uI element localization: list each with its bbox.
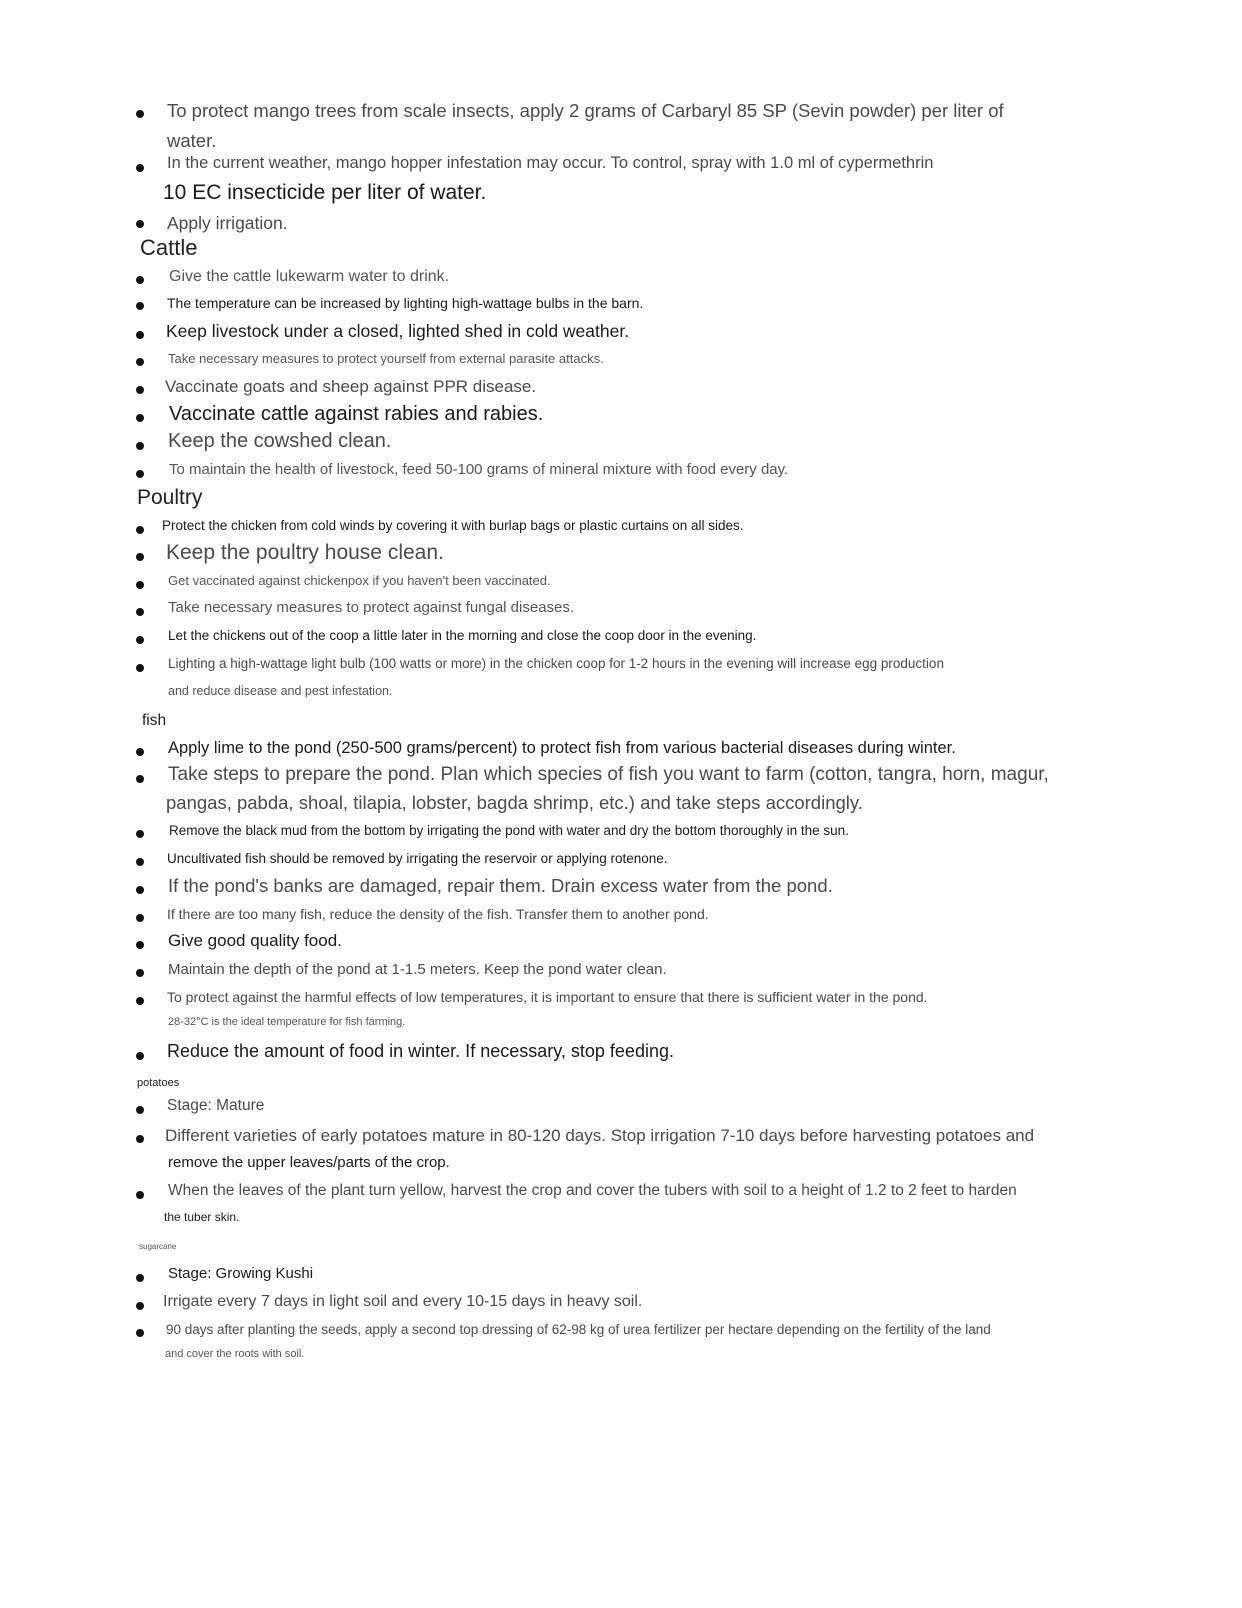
bullet-icon [136, 386, 144, 394]
list-item-line: Reduce the amount of food in winter. If necessary, stop feeding. [167, 1041, 674, 1061]
bullet-icon [136, 1191, 144, 1199]
bullet-icon [136, 164, 144, 172]
bullet-icon [136, 442, 144, 450]
bullet-icon [136, 969, 144, 977]
list-item-line: pangas, pabda, shoal, tilapia, lobster, bagda shrimp, etc.) and take steps accordingly. [166, 792, 863, 813]
list-item-line: Remove the black mud from the bottom by irrigating the pond with water and dry the bottom thoroughly in the sun. [169, 823, 849, 838]
list-item-line: and cover the roots with soil. [165, 1348, 305, 1360]
list-item-line: and reduce disease and pest infestation. [168, 684, 393, 698]
bullet-icon [136, 1106, 144, 1114]
list-item-line: If the pond's banks are damaged, repair them. Drain excess water from the pond. [168, 875, 833, 896]
bullet-icon [136, 858, 144, 866]
list-item-line: Keep the poultry house clean. [166, 541, 444, 564]
bullet-icon [136, 886, 144, 894]
section-heading: Poultry [137, 486, 203, 509]
list-item-line: Vaccinate cattle against rabies and rabies. [169, 403, 544, 425]
list-item-line: If there are too many fish, reduce the density of the fish. Transfer them to another pond. [167, 906, 709, 922]
list-item-line: Protect the chicken from cold winds by covering it with burlap bags or plastic curtains on all sides. [162, 518, 744, 533]
list-item-line: water. [167, 130, 217, 151]
bullet-icon [136, 775, 144, 783]
bullet-icon [136, 941, 144, 949]
bullet-icon [136, 664, 144, 672]
bullet-icon [136, 581, 144, 589]
list-item-line: Let the chickens out of the coop a little later in the morning and close the coop door in the evening. [168, 628, 757, 643]
list-item-line: To protect mango trees from scale insects, apply 2 grams of Carbaryl 85 SP (Sevin powder) per liter of [167, 100, 1004, 121]
list-item-line: When the leaves of the plant turn yellow, harvest the crop and cover the tubers with soil to a height of 1.2 to 2 feet to harden [168, 1182, 1017, 1199]
list-item-line: Uncultivated fish should be removed by irrigating the reservoir or applying rotenone. [167, 851, 668, 866]
bullet-icon [136, 302, 144, 310]
list-item-line: Take necessary measures to protect against fungal diseases. [168, 599, 575, 616]
list-item-line: Give good quality food. [168, 931, 342, 950]
section-heading: sugarcane [139, 1242, 177, 1251]
bullet-icon [136, 1329, 144, 1337]
bullet-icon [136, 220, 144, 228]
bullet-icon [136, 276, 144, 284]
list-item-line: To protect against the harmful effects of low temperatures, it is important to ensure that there is sufficient water in the pond. [167, 989, 928, 1005]
list-item-line: In the current weather, mango hopper infestation may occur. To control, spray with 1.0 ml of cypermethrin [167, 154, 934, 172]
bullet-icon [136, 331, 144, 339]
section-heading: potatoes [137, 1077, 180, 1089]
list-item-line: Take steps to prepare the pond. Plan which species of fish you want to farm (cotton, tangra, horn, magur, [168, 764, 1049, 785]
bullet-icon [136, 1052, 144, 1060]
bullet-icon [136, 470, 144, 478]
bullet-icon [136, 636, 144, 644]
list-item-line: Stage: Mature [167, 1097, 265, 1114]
list-item-line: 28-32°C is the ideal temperature for fish farming. [168, 1016, 406, 1028]
bullet-icon [136, 748, 144, 756]
bullet-icon [136, 526, 144, 534]
list-item-line: remove the upper leaves/parts of the crop. [168, 1154, 450, 1171]
bullet-icon [136, 830, 144, 838]
bullet-icon [136, 1302, 144, 1310]
list-item-line: Irrigate every 7 days in light soil and every 10-15 days in heavy soil. [163, 1293, 643, 1310]
list-item-line: Vaccinate goats and sheep against PPR disease. [165, 377, 537, 396]
list-item-line: Apply lime to the pond (250-500 grams/percent) to protect fish from various bacterial diseases during winter. [168, 739, 956, 757]
section-heading: Cattle [140, 235, 198, 260]
bullet-icon [136, 608, 144, 616]
list-item-line: Maintain the depth of the pond at 1-1.5 meters. Keep the pond water clean. [168, 961, 667, 978]
list-item-line: Different varieties of early potatoes mature in 80-120 days. Stop irrigation 7-10 days before harvesting potatoes and [165, 1126, 1035, 1145]
bullet-icon [136, 997, 144, 1005]
list-item-line: Take necessary measures to protect yourself from external parasite attacks. [168, 351, 604, 366]
list-item-line: Keep livestock under a closed, lighted shed in cold weather. [166, 321, 630, 341]
list-item-line: 10 EC insecticide per liter of water. [163, 181, 487, 204]
list-item-line: Apply irrigation. [167, 213, 288, 233]
list-item-line: Keep the cowshed clean. [168, 430, 392, 452]
list-item-line: The temperature can be increased by lighting high-wattage bulbs in the barn. [167, 295, 644, 311]
list-item-line: Lighting a high-wattage light bulb (100 watts or more) in the chicken coop for 1-2 hours in the evening will increase egg production [168, 656, 944, 671]
list-item-line: Stage: Growing Kushi [168, 1265, 314, 1282]
bullet-icon [136, 1274, 144, 1282]
list-item-line: Give the cattle lukewarm water to drink. [169, 268, 450, 285]
bullet-icon [136, 110, 144, 118]
list-item-line: Get vaccinated against chickenpox if you haven't been vaccinated. [168, 573, 551, 588]
bullet-icon [136, 414, 144, 422]
bullet-icon [136, 358, 144, 366]
bullet-icon [136, 914, 144, 922]
list-item-line: 90 days after planting the seeds, apply a second top dressing of 62-98 kg of urea fertilizer per hectare depending on the fertility of the land [166, 1322, 991, 1337]
section-heading: fish [142, 712, 167, 729]
list-item-line: the tuber skin. [164, 1210, 240, 1224]
list-item-line: To maintain the health of livestock, feed 50-100 grams of mineral mixture with food every day. [169, 461, 789, 478]
bullet-icon [136, 553, 144, 561]
bullet-icon [136, 1135, 144, 1143]
